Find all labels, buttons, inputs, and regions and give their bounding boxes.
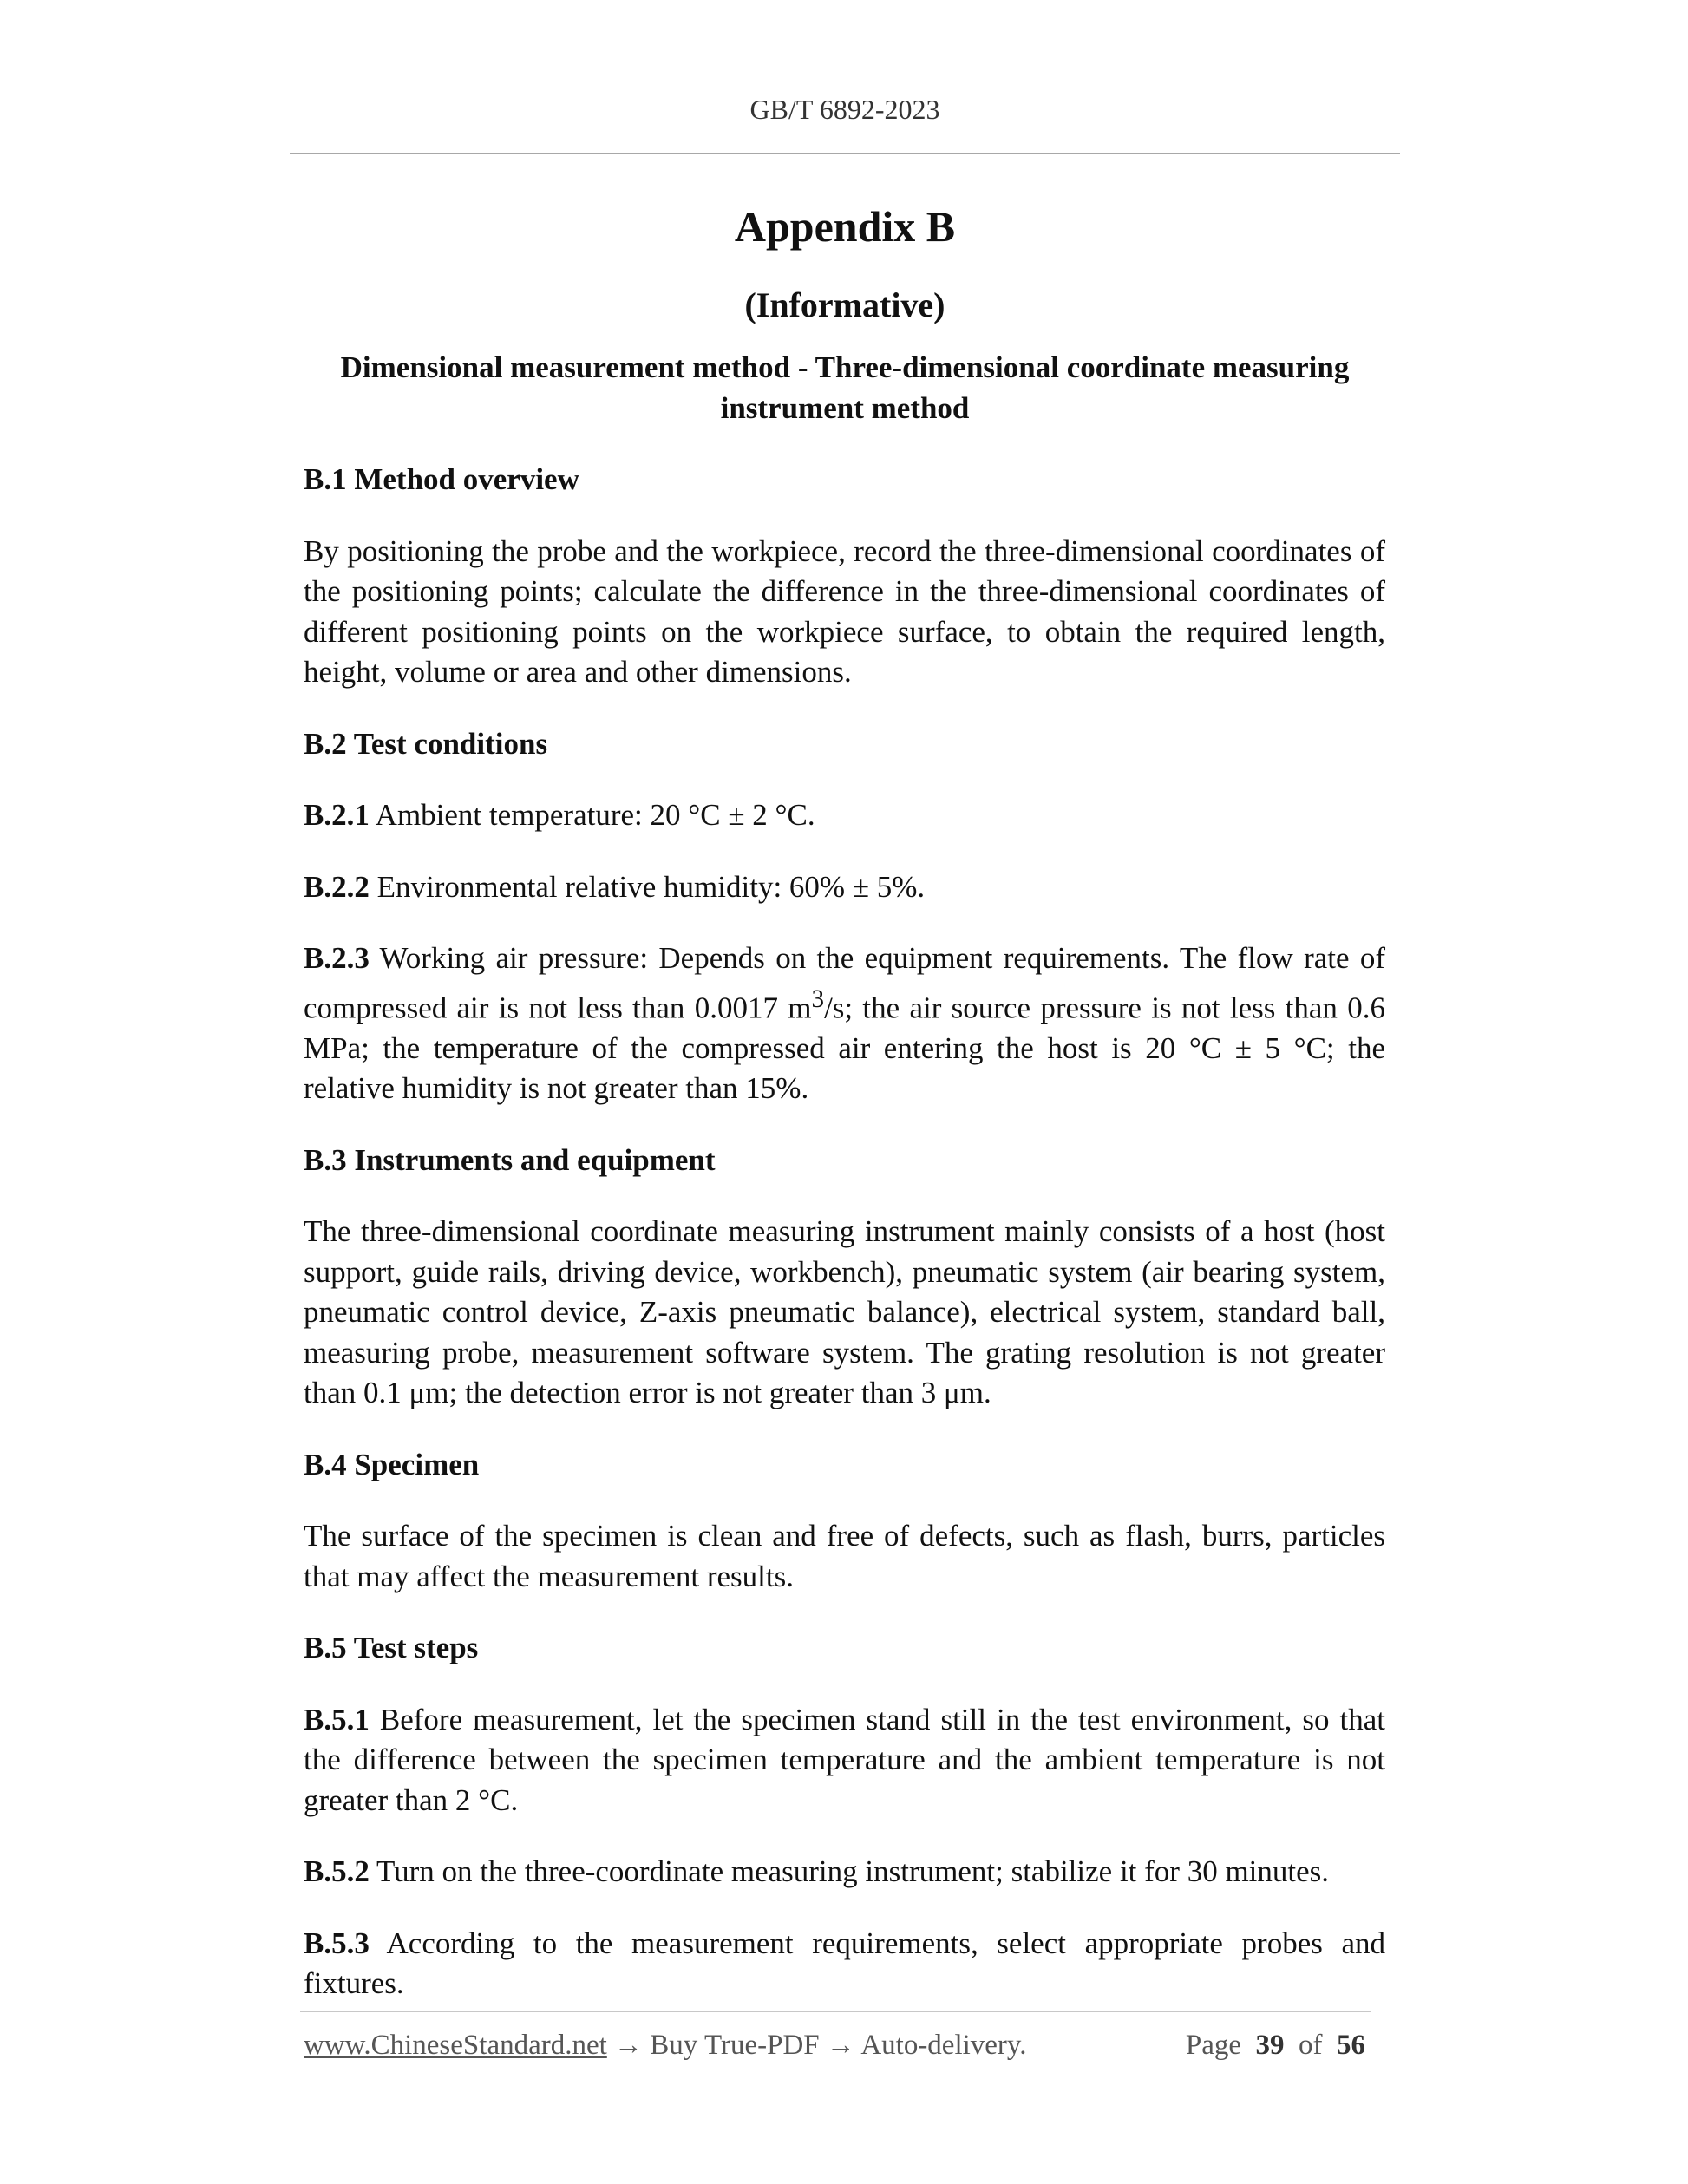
- clause-b22-number: B.2.2: [304, 869, 370, 904]
- clause-b23-text-a: Working air pressure: Depends on the equipment requirements. The flow rate of compressed air is not less than 0.0017 m: [304, 941, 1385, 1025]
- section-b2-title: B.2 Test conditions: [304, 726, 548, 761]
- clause-b53-number: B.5.3: [304, 1926, 370, 1960]
- footer-divider: [300, 2011, 1371, 2012]
- clause-b23: [304, 938, 1385, 1109]
- section-b3-text: The three-dimensional coordinate measuring instrument mainly consists of a host (host support, guide rails, driving device, workbench), pneumatic system (air bearing system, pneumatic control device, Z-axis pneumatic balance), electrical system, standard ball, measuring probe, measurement software system. The grating resolution is not greater than 0.1 μm; the detection error is not greater than 3 μm.: [304, 1214, 1385, 1410]
- of-label: of: [1299, 2030, 1323, 2061]
- clause-b53: [304, 1924, 1385, 2004]
- clause-b21-text: Ambient temperature: 20 °C ± 2 °C.: [369, 798, 815, 832]
- appendix-subtitle: (Informative): [744, 285, 945, 324]
- clause-b23-number: B.2.3: [304, 941, 370, 975]
- clause-b53-text: According to the measurement requirements, select appropriate probes and fixtures.: [304, 1926, 1385, 2001]
- appendix-heading-line2: instrument method: [720, 391, 970, 425]
- clause-b23-text-b: /s; the air source pressure is not less than 0.6 MPa; the temperature of the compressed air entering the host is 20 °C ± 5 °C; the relative humidity is not greater than 15%.: [304, 991, 1385, 1106]
- document-body: [304, 460, 1385, 2036]
- section-b5-title: B.5 Test steps: [304, 1631, 479, 1665]
- arrow-right-icon: →: [826, 2030, 855, 2061]
- clause-b21-number: B.2.1: [304, 798, 370, 832]
- clause-b52-number: B.5.2: [304, 1854, 370, 1889]
- clause-b51: [304, 1700, 1385, 1821]
- section-b4-title: B.4 Specimen: [304, 1447, 480, 1481]
- footer-promo: [304, 2030, 1027, 2062]
- clause-b52-text: Turn on the three-coordinate measuring instrument; stabilize it for 30 minutes.: [369, 1854, 1330, 1889]
- clause-b52: [304, 1852, 1385, 1893]
- current-page: 39: [1255, 2030, 1285, 2061]
- page-number: [1186, 2030, 1365, 2062]
- clause-b22: [304, 867, 1385, 908]
- clause-b22-text: Environmental relative humidity: 60% ± 5%.: [369, 869, 926, 904]
- appendix-title: Appendix B: [734, 202, 956, 251]
- page-label: Page: [1185, 2030, 1241, 2061]
- section-b3-title: B.3 Instruments and equipment: [304, 1142, 716, 1177]
- buy-pdf-text: Buy True-PDF: [650, 2030, 820, 2061]
- section-b1-title: B.1 Method overview: [304, 462, 579, 496]
- arrow-right-icon: →: [614, 2030, 644, 2061]
- clause-b51-text: Before measurement, let the specimen stand still in the test environment, so that the difference between the specimen temperature and the ambient temperature is not greater than 2 °C.: [304, 1702, 1385, 1817]
- appendix-heading: [290, 347, 1400, 428]
- appendix-heading-line1: Dimensional measurement method - Three-dimensional coordinate measuring: [340, 350, 1350, 384]
- auto-delivery-text: Auto-delivery.: [860, 2030, 1027, 2061]
- clause-b21: [304, 795, 1385, 836]
- document-id-header: GB/T 6892-2023: [749, 94, 940, 125]
- section-b4-text: The surface of the specimen is clean and free of defects, such as flash, burrs, particles that may affect the measurement results.: [304, 1519, 1385, 1593]
- clause-b51-number: B.5.1: [304, 1702, 370, 1736]
- clause-b23-superscript: 3: [811, 984, 825, 1013]
- header-divider: [290, 153, 1400, 154]
- total-pages: 56: [1337, 2030, 1365, 2061]
- website-link[interactable]: www.ChineseStandard.net: [304, 2030, 607, 2061]
- section-b1-text: By positioning the probe and the workpiece, record the three-dimensional coordinates of the positioning points; calculate the difference in the three-dimensional coordinates of different positioning points on the workpiece surface, to obtain the required length, height, volume or area and other dimensions.: [304, 533, 1385, 689]
